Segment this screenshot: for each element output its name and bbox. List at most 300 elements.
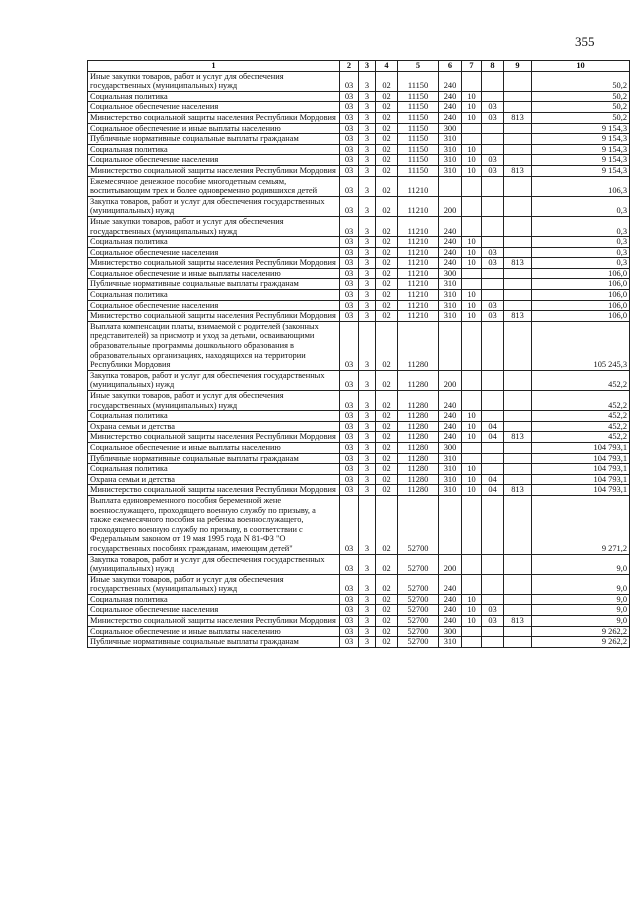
cell-code: 3 — [359, 258, 376, 269]
table-row — [88, 637, 630, 648]
cell-code: 02 — [376, 411, 398, 422]
cell-amount: 106,0 — [532, 268, 630, 279]
cell-code — [504, 91, 532, 102]
column-header: 2 — [340, 61, 359, 72]
cell-amount: 50,2 — [532, 102, 630, 113]
table-row — [88, 196, 630, 216]
cell-code — [482, 574, 504, 594]
table-header-row — [88, 61, 630, 72]
cell-code: 03 — [340, 102, 359, 113]
cell-code: 3 — [359, 432, 376, 443]
row-name: Выплата единовременного пособия беременной жене военнослужащего, проходящего военную службу по призыву, а также ежемесячного пособия на ребенка военнослужащего, проходящего военную службу по призыву, в соответствии с Федеральным законом от 19 мая 1995 года N 81-ФЗ "О государственных пособиях гражданам, имеющим детей" — [88, 495, 340, 554]
cell-code: 02 — [376, 102, 398, 113]
cell-amount: 104 793,1 — [532, 453, 630, 464]
cell-code: 03 — [340, 321, 359, 370]
cell-code: 03 — [340, 554, 359, 574]
cell-code: 10 — [462, 432, 482, 443]
cell-code: 52700 — [398, 495, 439, 554]
cell-code: 240 — [439, 237, 462, 248]
row-name: Социальное обеспечение и иные выплаты населению — [88, 268, 340, 279]
table-row — [88, 370, 630, 390]
cell-code — [504, 637, 532, 648]
cell-code: 03 — [340, 155, 359, 166]
cell-code: 02 — [376, 574, 398, 594]
cell-code: 04 — [482, 421, 504, 432]
cell-code: 03 — [340, 216, 359, 236]
cell-code: 240 — [439, 112, 462, 123]
row-name: Иные закупки товаров, работ и услуг для обеспечения государственных (муниципальных) нужд — [88, 216, 340, 236]
cell-code — [439, 176, 462, 196]
cell-amount: 9,0 — [532, 616, 630, 627]
cell-code: 11210 — [398, 300, 439, 311]
row-name: Социальное обеспечение и иные выплаты населению — [88, 123, 340, 134]
table-row — [88, 554, 630, 574]
row-name: Министерство социальной защиты населения Республики Мордовия — [88, 258, 340, 269]
cell-amount: 9,0 — [532, 574, 630, 594]
cell-code: 10 — [462, 144, 482, 155]
cell-code: 02 — [376, 123, 398, 134]
cell-code: 11280 — [398, 321, 439, 370]
cell-code: 02 — [376, 165, 398, 176]
cell-amount: 0,3 — [532, 237, 630, 248]
cell-code: 11150 — [398, 112, 439, 123]
cell-code: 02 — [376, 370, 398, 390]
cell-code: 03 — [340, 474, 359, 485]
cell-amount: 104 793,1 — [532, 442, 630, 453]
column-header: 10 — [532, 61, 630, 72]
cell-code: 03 — [340, 247, 359, 258]
table-row — [88, 237, 630, 248]
cell-code: 03 — [340, 616, 359, 627]
cell-code: 03 — [340, 165, 359, 176]
cell-code — [504, 464, 532, 475]
cell-amount: 104 793,1 — [532, 474, 630, 485]
cell-amount: 452,2 — [532, 391, 630, 411]
cell-code: 240 — [439, 605, 462, 616]
cell-code: 200 — [439, 370, 462, 390]
row-name: Охрана семьи и детства — [88, 474, 340, 485]
cell-code: 11150 — [398, 155, 439, 166]
cell-code: 813 — [504, 485, 532, 496]
cell-amount: 0,3 — [532, 216, 630, 236]
cell-code: 11210 — [398, 196, 439, 216]
table-row — [88, 453, 630, 464]
cell-code: 10 — [462, 112, 482, 123]
cell-code: 02 — [376, 268, 398, 279]
cell-code — [462, 176, 482, 196]
cell-code: 10 — [462, 91, 482, 102]
cell-code: 02 — [376, 421, 398, 432]
cell-code: 240 — [439, 258, 462, 269]
row-name: Социальная политика — [88, 237, 340, 248]
row-name: Социальное обеспечение населения — [88, 300, 340, 311]
cell-code: 3 — [359, 102, 376, 113]
cell-code: 240 — [439, 421, 462, 432]
cell-code: 3 — [359, 134, 376, 145]
table-row — [88, 311, 630, 322]
cell-code: 240 — [439, 102, 462, 113]
cell-code: 03 — [482, 300, 504, 311]
cell-code: 240 — [439, 71, 462, 91]
cell-code: 02 — [376, 91, 398, 102]
table-row — [88, 495, 630, 554]
table-row — [88, 247, 630, 258]
cell-code — [504, 442, 532, 453]
cell-code: 03 — [340, 442, 359, 453]
cell-code — [504, 495, 532, 554]
cell-amount: 105 245,3 — [532, 321, 630, 370]
table-row — [88, 112, 630, 123]
cell-amount: 452,2 — [532, 421, 630, 432]
cell-code: 02 — [376, 237, 398, 248]
table-row — [88, 626, 630, 637]
cell-code: 3 — [359, 123, 376, 134]
cell-code: 3 — [359, 144, 376, 155]
cell-code: 02 — [376, 279, 398, 290]
row-name: Министерство социальной защиты населения Республики Мордовия — [88, 311, 340, 322]
cell-code: 310 — [439, 453, 462, 464]
cell-code: 03 — [340, 495, 359, 554]
cell-code: 10 — [462, 237, 482, 248]
cell-code: 240 — [439, 391, 462, 411]
table-row — [88, 411, 630, 422]
cell-code — [504, 268, 532, 279]
cell-code: 02 — [376, 616, 398, 627]
cell-code: 02 — [376, 196, 398, 216]
cell-code: 10 — [462, 165, 482, 176]
cell-code: 3 — [359, 311, 376, 322]
cell-amount: 9 154,3 — [532, 165, 630, 176]
cell-code: 52700 — [398, 637, 439, 648]
cell-code — [504, 594, 532, 605]
cell-code: 11280 — [398, 370, 439, 390]
cell-code: 3 — [359, 176, 376, 196]
table-row — [88, 216, 630, 236]
cell-code: 52700 — [398, 605, 439, 616]
cell-code — [504, 176, 532, 196]
cell-code — [482, 594, 504, 605]
cell-code: 813 — [504, 432, 532, 443]
cell-code: 3 — [359, 616, 376, 627]
column-header: 3 — [359, 61, 376, 72]
cell-code — [482, 123, 504, 134]
cell-code: 3 — [359, 370, 376, 390]
cell-code: 02 — [376, 626, 398, 637]
cell-code — [462, 453, 482, 464]
cell-amount: 9 262,2 — [532, 637, 630, 648]
cell-code: 03 — [340, 594, 359, 605]
cell-code — [482, 71, 504, 91]
cell-code: 02 — [376, 176, 398, 196]
cell-code: 3 — [359, 637, 376, 648]
cell-code: 03 — [340, 605, 359, 616]
cell-code — [482, 370, 504, 390]
cell-code — [482, 91, 504, 102]
row-name: Министерство социальной защиты населения Республики Мордовия — [88, 165, 340, 176]
cell-code: 310 — [439, 637, 462, 648]
cell-code: 10 — [462, 247, 482, 258]
cell-code: 04 — [482, 485, 504, 496]
table-row — [88, 616, 630, 627]
table-row — [88, 134, 630, 145]
cell-code: 03 — [340, 485, 359, 496]
row-name: Охрана семьи и детства — [88, 421, 340, 432]
cell-code — [462, 637, 482, 648]
cell-code: 3 — [359, 165, 376, 176]
cell-code — [482, 279, 504, 290]
cell-code: 03 — [340, 300, 359, 311]
cell-code — [482, 144, 504, 155]
cell-amount: 9 154,3 — [532, 123, 630, 134]
cell-amount: 452,2 — [532, 432, 630, 443]
cell-code: 11150 — [398, 134, 439, 145]
cell-code: 300 — [439, 123, 462, 134]
column-header: 7 — [462, 61, 482, 72]
cell-code: 3 — [359, 464, 376, 475]
cell-code — [482, 442, 504, 453]
cell-amount: 50,2 — [532, 71, 630, 91]
table-row — [88, 155, 630, 166]
cell-code: 3 — [359, 71, 376, 91]
cell-amount: 9 154,3 — [532, 155, 630, 166]
cell-code: 03 — [340, 258, 359, 269]
cell-code: 813 — [504, 616, 532, 627]
cell-code: 03 — [340, 626, 359, 637]
cell-code: 240 — [439, 91, 462, 102]
cell-code: 03 — [482, 258, 504, 269]
row-name: Выплата компенсации платы, взимаемой с родителей (законных представителей) за присмотр и уход за детьми, осваивающими образовательные программы дошкольного образования в образовательных организациях, находящихся на территории Республики Мордовия — [88, 321, 340, 370]
cell-amount: 9 154,3 — [532, 134, 630, 145]
cell-code — [482, 290, 504, 301]
cell-code: 52700 — [398, 554, 439, 574]
cell-code — [462, 554, 482, 574]
cell-amount: 452,2 — [532, 411, 630, 422]
cell-code: 02 — [376, 485, 398, 496]
cell-code — [462, 196, 482, 216]
cell-amount: 106,0 — [532, 311, 630, 322]
cell-code — [504, 321, 532, 370]
table-row — [88, 91, 630, 102]
cell-code: 3 — [359, 453, 376, 464]
cell-code: 10 — [462, 300, 482, 311]
cell-code: 10 — [462, 311, 482, 322]
cell-code: 11280 — [398, 474, 439, 485]
cell-code — [504, 626, 532, 637]
row-name: Ежемесячное денежное пособие многодетным семьям, воспитывающим трех и более одновременно родившихся детей — [88, 176, 340, 196]
cell-code: 10 — [462, 474, 482, 485]
cell-code: 02 — [376, 391, 398, 411]
cell-code: 240 — [439, 432, 462, 443]
cell-code: 200 — [439, 554, 462, 574]
cell-code: 03 — [340, 432, 359, 443]
table-row — [88, 594, 630, 605]
table-row — [88, 279, 630, 290]
cell-code: 240 — [439, 411, 462, 422]
cell-code: 02 — [376, 453, 398, 464]
table-row — [88, 71, 630, 91]
cell-code: 310 — [439, 474, 462, 485]
cell-code — [462, 123, 482, 134]
cell-code: 03 — [340, 176, 359, 196]
cell-code: 03 — [482, 155, 504, 166]
cell-amount: 452,2 — [532, 370, 630, 390]
cell-code: 240 — [439, 247, 462, 258]
cell-code — [482, 637, 504, 648]
cell-code — [504, 279, 532, 290]
cell-code: 11280 — [398, 464, 439, 475]
cell-code: 10 — [462, 290, 482, 301]
cell-code: 3 — [359, 605, 376, 616]
cell-code — [482, 134, 504, 145]
cell-code: 03 — [482, 102, 504, 113]
cell-code — [504, 370, 532, 390]
cell-code: 02 — [376, 300, 398, 311]
cell-code: 03 — [340, 91, 359, 102]
cell-code — [462, 71, 482, 91]
cell-code — [439, 495, 462, 554]
cell-code: 02 — [376, 134, 398, 145]
cell-code: 11210 — [398, 268, 439, 279]
cell-code: 10 — [462, 464, 482, 475]
cell-code — [504, 474, 532, 485]
cell-code: 3 — [359, 290, 376, 301]
cell-code: 3 — [359, 91, 376, 102]
cell-code: 02 — [376, 144, 398, 155]
cell-amount: 0,3 — [532, 258, 630, 269]
cell-code — [482, 453, 504, 464]
cell-code: 03 — [482, 112, 504, 123]
cell-code: 02 — [376, 216, 398, 236]
cell-code: 11210 — [398, 279, 439, 290]
cell-code — [462, 370, 482, 390]
cell-code: 52700 — [398, 574, 439, 594]
cell-code: 03 — [340, 279, 359, 290]
cell-code: 02 — [376, 71, 398, 91]
cell-code — [504, 300, 532, 311]
cell-code: 11210 — [398, 247, 439, 258]
cell-code — [482, 216, 504, 236]
cell-code: 02 — [376, 321, 398, 370]
cell-code — [504, 411, 532, 422]
cell-amount: 106,0 — [532, 279, 630, 290]
cell-code: 02 — [376, 112, 398, 123]
cell-code: 813 — [504, 311, 532, 322]
cell-code: 03 — [340, 453, 359, 464]
row-name: Социальная политика — [88, 411, 340, 422]
row-name: Социальное обеспечение населения — [88, 102, 340, 113]
cell-amount: 9 271,2 — [532, 495, 630, 554]
row-name: Социальное обеспечение и иные выплаты населению — [88, 626, 340, 637]
cell-code: 813 — [504, 112, 532, 123]
cell-code: 11280 — [398, 411, 439, 422]
cell-code — [462, 442, 482, 453]
cell-code — [504, 196, 532, 216]
cell-code — [482, 268, 504, 279]
cell-amount: 106,3 — [532, 176, 630, 196]
table-row — [88, 300, 630, 311]
cell-code — [504, 123, 532, 134]
cell-code: 03 — [340, 144, 359, 155]
cell-code — [504, 237, 532, 248]
cell-code: 300 — [439, 268, 462, 279]
row-name: Социальное обеспечение населения — [88, 155, 340, 166]
cell-code: 3 — [359, 474, 376, 485]
cell-code — [462, 574, 482, 594]
cell-code: 03 — [340, 421, 359, 432]
cell-code: 3 — [359, 495, 376, 554]
cell-code: 240 — [439, 216, 462, 236]
cell-code: 03 — [482, 311, 504, 322]
cell-code: 300 — [439, 442, 462, 453]
cell-code: 10 — [462, 594, 482, 605]
row-name: Социальная политика — [88, 91, 340, 102]
cell-code: 03 — [340, 290, 359, 301]
cell-code: 3 — [359, 594, 376, 605]
cell-code: 11210 — [398, 311, 439, 322]
cell-code — [462, 279, 482, 290]
cell-code — [482, 495, 504, 554]
cell-code: 11210 — [398, 258, 439, 269]
cell-code: 11210 — [398, 237, 439, 248]
cell-code: 3 — [359, 442, 376, 453]
cell-code — [504, 71, 532, 91]
page-number: 355 — [575, 34, 595, 49]
cell-amount: 9,0 — [532, 605, 630, 616]
cell-code: 03 — [340, 123, 359, 134]
cell-code: 03 — [340, 71, 359, 91]
row-name: Министерство социальной защиты населения Республики Мордовия — [88, 485, 340, 496]
cell-code: 02 — [376, 155, 398, 166]
cell-code: 02 — [376, 495, 398, 554]
row-name: Публичные нормативные социальные выплаты гражданам — [88, 453, 340, 464]
cell-code — [504, 574, 532, 594]
cell-amount: 0,3 — [532, 196, 630, 216]
cell-code: 02 — [376, 247, 398, 258]
cell-code: 3 — [359, 155, 376, 166]
cell-code: 310 — [439, 144, 462, 155]
cell-code — [462, 626, 482, 637]
row-name: Публичные нормативные социальные выплаты гражданам — [88, 279, 340, 290]
cell-code — [504, 290, 532, 301]
cell-code: 11210 — [398, 176, 439, 196]
table-row — [88, 165, 630, 176]
table-row — [88, 442, 630, 453]
table-row — [88, 474, 630, 485]
cell-code — [462, 134, 482, 145]
cell-code: 310 — [439, 290, 462, 301]
cell-code: 10 — [462, 102, 482, 113]
table-row — [88, 268, 630, 279]
cell-code — [504, 144, 532, 155]
cell-code: 310 — [439, 165, 462, 176]
cell-code — [462, 321, 482, 370]
cell-code — [482, 321, 504, 370]
table-row — [88, 391, 630, 411]
cell-code: 03 — [340, 574, 359, 594]
cell-code: 11280 — [398, 432, 439, 443]
cell-code: 02 — [376, 432, 398, 443]
cell-code — [504, 391, 532, 411]
column-header: 8 — [482, 61, 504, 72]
cell-code: 3 — [359, 300, 376, 311]
cell-code: 240 — [439, 574, 462, 594]
cell-code: 3 — [359, 196, 376, 216]
table-row — [88, 144, 630, 155]
cell-code — [504, 216, 532, 236]
cell-code: 03 — [482, 616, 504, 627]
cell-code: 11150 — [398, 144, 439, 155]
cell-code — [482, 411, 504, 422]
